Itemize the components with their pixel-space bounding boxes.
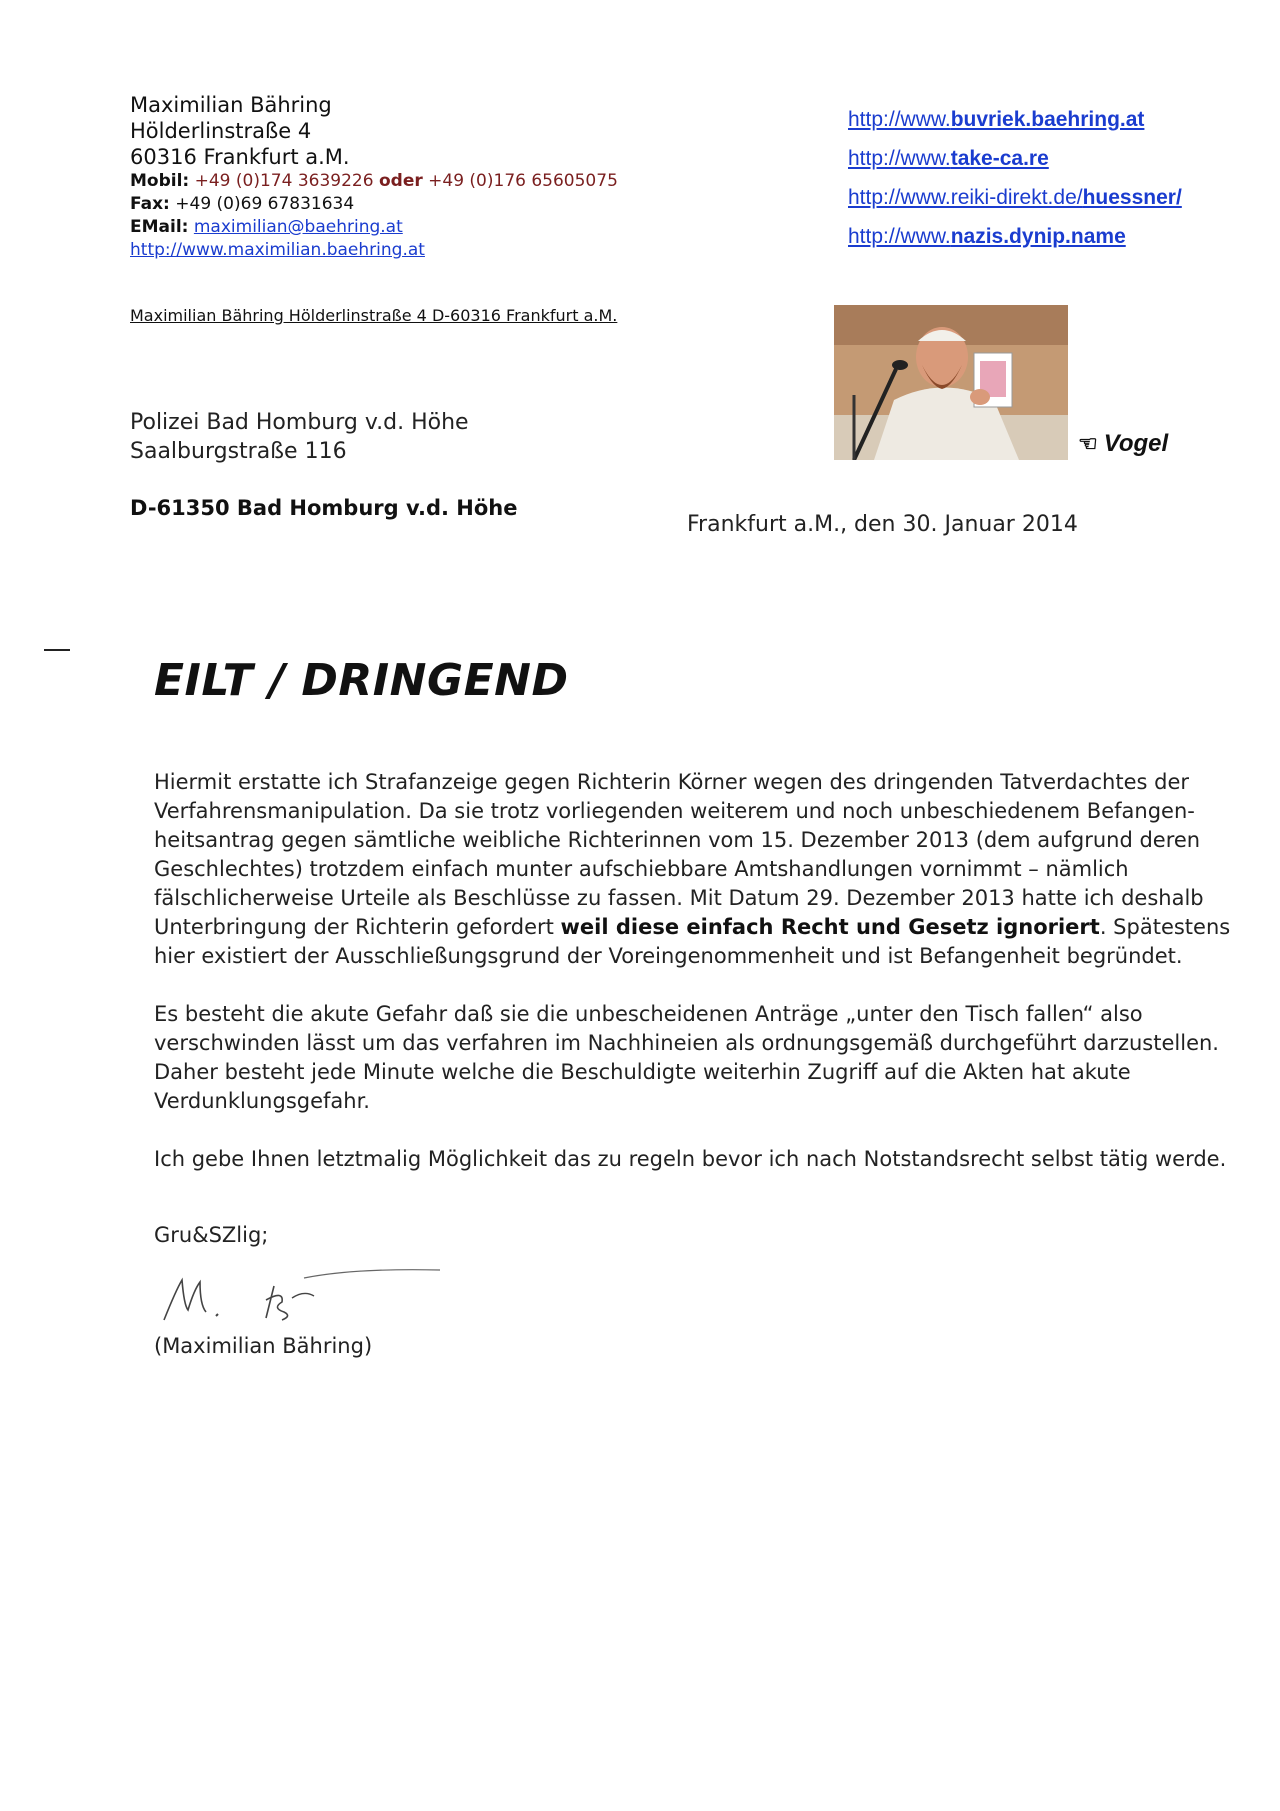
signature-drawing — [154, 1250, 454, 1335]
fax-label: Fax: — [130, 194, 170, 214]
p2-line: verschwinden lässt um das verfahren im Nachhineien als ordnungsgemäß durchgeführt darzustellen. — [154, 1031, 1219, 1055]
pointing-hand-icon: ☜ — [1078, 431, 1098, 456]
sender-fax-line — [130, 193, 750, 216]
recipient-city: D-61350 Bad Homburg v.d. Höhe — [130, 496, 518, 520]
recipient-line-1: Polizei Bad Homburg v.d. Höhe — [130, 410, 469, 435]
website-link[interactable]: http://www.maximilian.baehring.at — [130, 240, 425, 260]
p2-line: Daher besteht jede Minute welche die Beschuldigte weiterhin Zugriff auf die Akten hat akute — [154, 1060, 1131, 1084]
sender-street: Hölderlinstraße 4 — [130, 119, 312, 143]
photo-caption — [1078, 430, 1168, 458]
email-link[interactable]: maximilian@baehring.at — [193, 217, 403, 237]
greeting: Gru&SZlig; — [154, 1223, 269, 1247]
link-bold-part: buvriek.baehring.at — [950, 108, 1145, 131]
email-label: EMail: — [130, 217, 189, 237]
external-links — [848, 100, 1248, 256]
p2-line: Verdunklungsgefahr. — [154, 1089, 370, 1113]
recipient-block — [130, 408, 517, 520]
link-nazis-dynip[interactable] — [848, 217, 1248, 256]
mobile-number-1: +49 (0)174 3639226 — [194, 171, 374, 191]
link-bold-part: take-ca.re — [950, 147, 1049, 170]
paragraph-1 — [154, 768, 1231, 971]
sender-website-line — [130, 239, 750, 262]
sender-name: Maximilian Bähring — [130, 93, 332, 117]
p1-line: heitsantrag gegen sämtliche weibliche Richterinnen vom 15. Dezember 2013 (dem aufgrund deren — [154, 828, 1201, 852]
headline: EILT / DRINGEND — [154, 655, 569, 706]
link-take-care[interactable] — [848, 139, 1248, 178]
letter-body — [154, 768, 1231, 1203]
p1-line: fälschlicherweise Urteile als Beschlüsse zu fassen. Mit Datum 29. Dezember 2013 hatte ich deshalb — [154, 886, 1204, 910]
p1-emphasis: weil diese einfach Recht und Gesetz ignoriert — [560, 915, 1100, 939]
link-prefix: http://www. — [848, 225, 951, 248]
handwritten-signature — [154, 1250, 454, 1335]
link-buvriek[interactable] — [848, 100, 1248, 139]
p2-line: Es besteht die akute Gefahr daß sie die unbescheidenen Anträge „unter den Tisch fallen“ also — [154, 1002, 1143, 1026]
sender-city: 60316 Frankfurt a.M. — [130, 145, 350, 169]
fold-mark — [44, 649, 70, 651]
speaker-photo-illustration — [834, 305, 1068, 460]
sender-email-line — [130, 216, 750, 239]
link-bold-part: huessner/ — [1082, 186, 1182, 209]
p1-line: Hiermit erstatte ich Strafanzeige gegen Richterin Körner wegen des dringenden Tatverdachtes der — [154, 770, 1189, 794]
link-reiki-direkt[interactable] — [848, 178, 1248, 217]
p1-line6-start: Unterbringung der Richterin gefordert — [154, 915, 561, 939]
p1-line: Verfahrensmanipulation. Da sie trotz vorliegenden weiterem und noch unbeschiedenem Befangen- — [154, 799, 1195, 823]
p3-line: Ich gebe Ihnen letztmalig Möglichkeit das zu regeln bevor ich nach Notstandsrecht selbst tätig werde. — [154, 1147, 1227, 1171]
link-prefix: http://www.reiki-direkt.de/ — [848, 186, 1083, 209]
link-prefix: http://www. — [848, 147, 951, 170]
mobile-label: Mobil: — [130, 171, 190, 191]
p1-line: hier existiert der Ausschließungsgrund der Voreingenommenheit und ist Befangenheit begründet. — [154, 944, 1183, 968]
mobile-or: oder — [378, 171, 423, 191]
paragraph-2 — [154, 1000, 1219, 1116]
link-bold-part: nazis.dynip.name — [950, 225, 1126, 248]
photo-caption-text: Vogel — [1103, 430, 1169, 457]
link-prefix: http://www. — [848, 108, 951, 131]
p1-line — [154, 913, 1231, 942]
p1-line: Geschlechtes) trotzdem einfach munter aufschiebbare Amtshandlungen vornimmt – nämlich — [154, 857, 1129, 881]
return-address-line: Maximilian Bähring Hölderlinstraße 4 D-60316 Frankfurt a.M. — [130, 306, 618, 325]
signature-name: (Maximilian Bähring) — [154, 1334, 373, 1358]
fax-number: +49 (0)69 67831634 — [175, 194, 355, 214]
paragraph-3 — [154, 1145, 1227, 1174]
letter-date: Frankfurt a.M., den 30. Januar 2014 — [687, 512, 1078, 537]
sender-mobile-line — [130, 170, 750, 193]
speaker-photo — [834, 305, 1068, 460]
mobile-number-2: +49 (0)176 65605075 — [428, 171, 618, 191]
p1-line6-end: . Spätestens — [1099, 915, 1231, 939]
recipient-line-2: Saalburgstraße 116 — [130, 439, 347, 464]
sender-block — [130, 92, 750, 262]
